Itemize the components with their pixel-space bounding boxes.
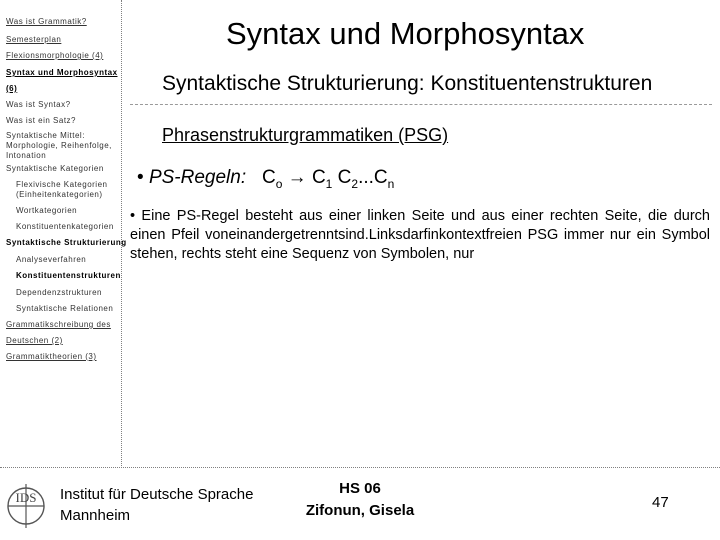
nav-flexivische-kategorien[interactable]: Flexivische Kategorien (Einheitenkategorien) <box>16 180 108 199</box>
nav-konstituentenkategorien[interactable]: Konstituentenkategorien <box>16 222 114 231</box>
nav-grammatikschreibung[interactable]: Grammatikschreibung des <box>6 320 111 329</box>
nav-syntax-und-morphosyntax[interactable]: Syntax und Morphosyntax <box>6 68 118 77</box>
ps-rule-label: PS-Regeln: <box>148 167 247 188</box>
rule-rhs-2: C <box>337 167 352 188</box>
rule-rhs-n: ...C <box>358 167 388 188</box>
arrow-icon: → <box>287 167 307 188</box>
course-author: Zifonun, Gisela <box>305 502 415 519</box>
nav-analyseverfahren[interactable]: Analyseverfahren <box>16 255 87 264</box>
sidebar-navigation <box>0 0 127 466</box>
nav-grammatikschreibung-deutschen[interactable]: Deutschen (2) <box>6 336 63 345</box>
nav-wortkategorien[interactable]: Wortkategorien <box>16 206 78 215</box>
nav-was-ist-grammatik[interactable]: Was ist Grammatik? <box>6 17 87 26</box>
ids-logo <box>6 480 46 532</box>
course-code: HS 06 <box>339 480 381 497</box>
nav-konstituentenstrukturen[interactable]: Konstituentenstrukturen <box>16 271 121 280</box>
nav-syntaktische-strukturierung[interactable]: Syntaktische Strukturierung <box>6 238 127 247</box>
rule-lhs-sub: o <box>275 176 283 191</box>
footer-divider <box>0 467 720 468</box>
nav-was-ist-syntax[interactable]: Was ist Syntax? <box>6 100 71 109</box>
definition-text: • Eine PS-Regel besteht aus einer linken Seite und aus einer rechten Seite, die durch einen Pfeil voneinandergetrenntsind.Linksdarfinkontextfreien PSG immer nur ein Symbol stehen, rechts steht eine Sequenz von Symbolen, nur <box>130 208 710 262</box>
rule-lhs: C <box>261 167 276 188</box>
subtitle-divider <box>130 104 712 105</box>
institute-name <box>60 484 253 526</box>
institute-line-2: Mannheim <box>60 507 131 524</box>
page-number: 47 <box>652 494 669 511</box>
nav-semesterplan[interactable]: Semesterplan <box>6 35 62 44</box>
nav-flexionsmorphologie[interactable]: Flexionsmorphologie (4) <box>6 51 104 60</box>
bullet: • <box>137 167 144 188</box>
course-info <box>300 478 420 522</box>
slide-subtitle: Syntaktische Strukturierung: Konstituentenstrukturen <box>162 72 653 95</box>
nav-syntaktische-kategorien[interactable]: Syntaktische Kategorien <box>6 164 104 173</box>
nav-was-ist-ein-satz[interactable]: Was ist ein Satz? <box>6 116 77 125</box>
logo-lettering: IDS <box>15 490 37 505</box>
nav-syntaktische-relationen[interactable]: Syntaktische Relationen <box>16 304 114 313</box>
rule-rhs-2-sub: 2 <box>351 176 359 191</box>
section-heading: Phrasenstrukturgrammatiken (PSG) <box>162 125 449 145</box>
slide-title: Syntax und Morphosyntax <box>226 16 585 51</box>
institute-line-1: Institut für Deutsche Sprache <box>60 486 254 503</box>
nav-dependenzstrukturen[interactable]: Dependenzstrukturen <box>16 288 102 297</box>
ps-rule-line <box>137 167 394 191</box>
nav-syntaktische-mittel[interactable]: Syntaktische Mittel: Morphologie, Reihenfolge, Intonation <box>6 131 112 160</box>
nav-syntax-und-morphosyntax-number[interactable]: (6) <box>6 84 18 93</box>
rule-rhs-1: C <box>311 167 326 188</box>
rule-rhs-1-sub: 1 <box>325 176 333 191</box>
rule-rhs-n-sub: n <box>387 176 395 191</box>
nav-grammatiktheorien[interactable]: Grammatiktheorien (3) <box>6 352 97 361</box>
